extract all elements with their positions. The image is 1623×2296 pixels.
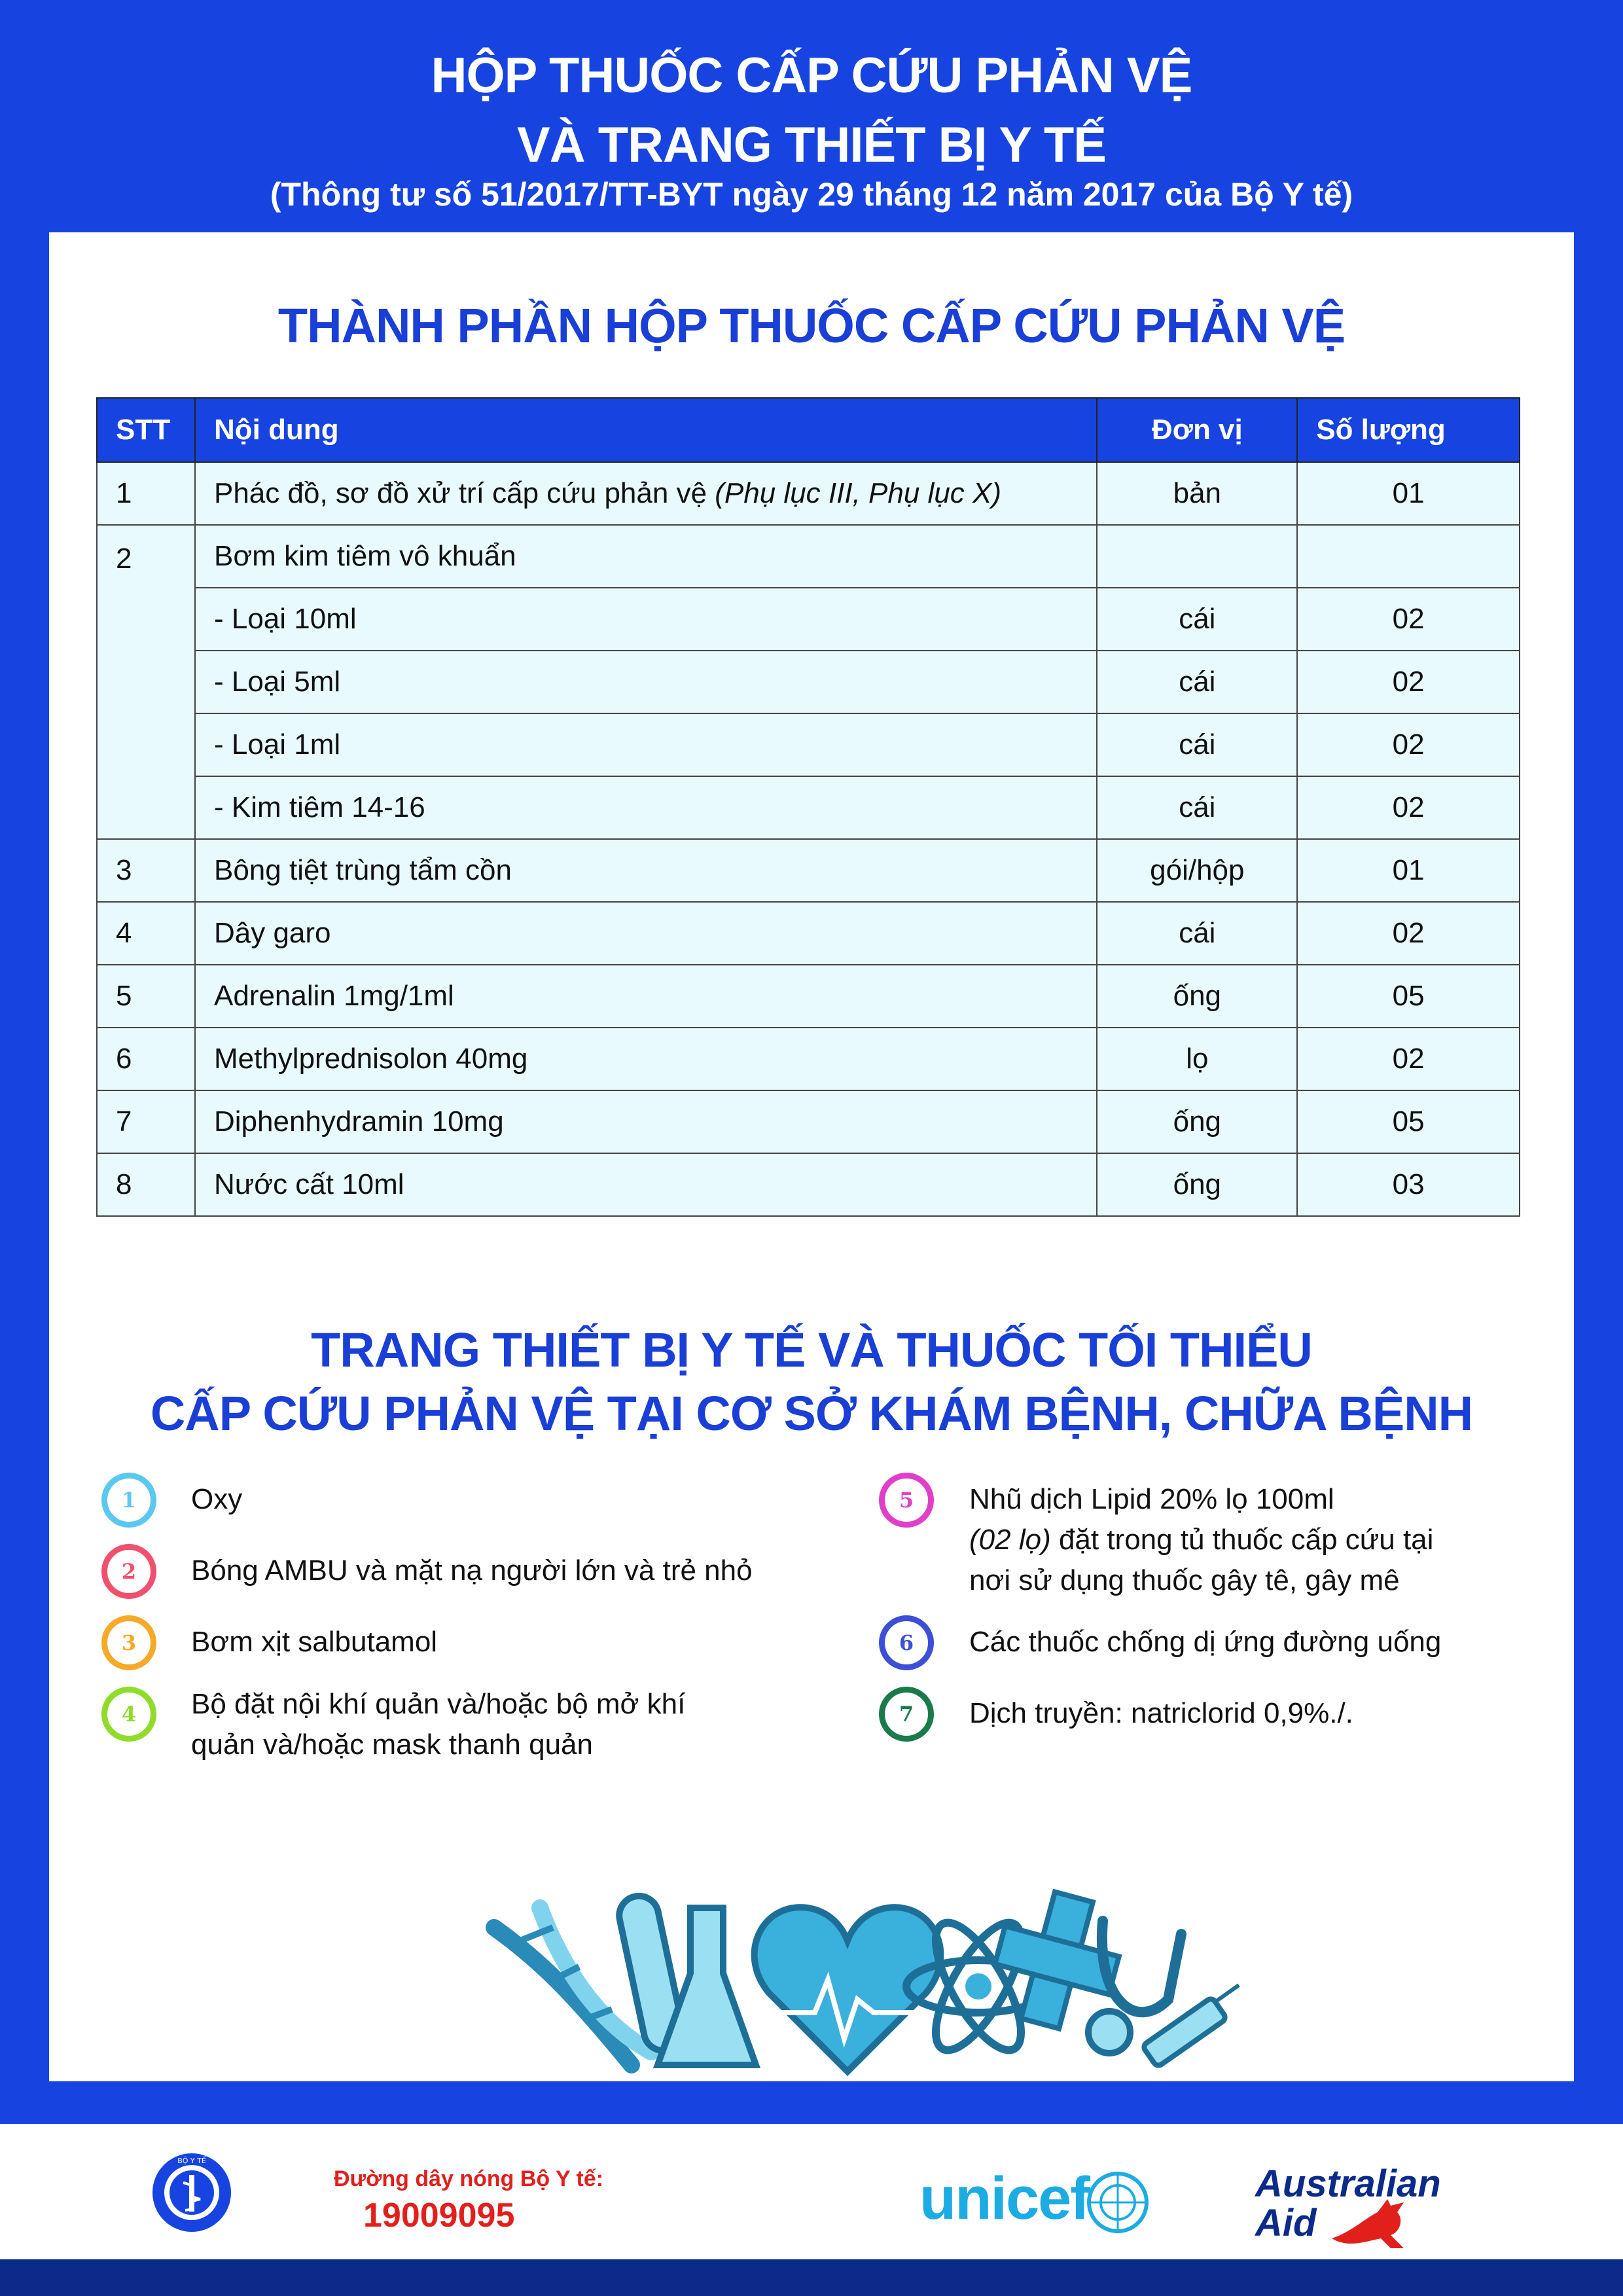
cell-content: Methylprednisolon 40mg	[195, 1028, 1097, 1090]
equipment-item-salbutamol: Bơm xịt salbutamol	[191, 1626, 438, 1658]
equipment-item-intubation-line2: quản và/hoặc mask thanh quản	[191, 1729, 594, 1761]
content-panel	[49, 232, 1574, 2081]
table-row	[97, 713, 1520, 776]
table-row	[97, 462, 1520, 525]
col-header-qty: Số lượng	[1297, 398, 1520, 462]
equipment-item-intubation-line1: Bộ đặt nội khí quản và/hoặc bộ mở khí	[191, 1688, 686, 1720]
cell-stt: 5	[97, 965, 195, 1028]
australian-aid-line2: Aid	[1255, 2202, 1317, 2244]
table-row	[97, 525, 1520, 588]
cell-content: Dây garo	[195, 902, 1097, 965]
equipment-item-lipid-qty: (02 lọ)	[969, 1524, 1051, 1556]
unicef-logo-text: unicef	[919, 2165, 1089, 2232]
table-row	[97, 1028, 1520, 1090]
cell-content: - Kim tiêm 14-16	[195, 776, 1097, 839]
number-badge-2: 2	[101, 1544, 156, 1599]
table-row	[97, 965, 1520, 1028]
hotline-label: Đường dây nóng Bộ Y tế:	[334, 2166, 604, 2191]
kit-table	[96, 397, 1520, 1217]
cell-content: - Loại 10ml	[195, 588, 1097, 651]
ministry-of-health-logo	[149, 2150, 234, 2235]
col-header-unit: Đơn vị	[1097, 398, 1297, 462]
cell-content: - Loại 1ml	[195, 713, 1097, 776]
cell-stt: 8	[97, 1153, 195, 1216]
cell-content-text: Phác đồ, sơ đồ xử trí cấp cứu phản vệ	[213, 477, 715, 509]
col-header-content: Nội dung	[195, 398, 1097, 462]
equipment-item-lipid-line2-text: đặt trong tủ thuốc cấp cứu tại	[1050, 1524, 1434, 1556]
australian-aid-line1: Australian	[1255, 2162, 1441, 2205]
cell-qty: 01	[1297, 462, 1520, 525]
number-badge-1: 1	[101, 1473, 156, 1528]
cell-unit: cái	[1097, 651, 1297, 713]
table-row	[97, 902, 1520, 965]
cell-stt: 4	[97, 902, 195, 965]
syringe-icon	[1142, 1985, 1239, 2068]
equipment-item-lipid-line2	[969, 1520, 1433, 1560]
cell-content: Adrenalin 1mg/1ml	[195, 965, 1097, 1028]
cell-unit: cái	[1097, 588, 1297, 651]
cell-unit: ống	[1097, 965, 1297, 1028]
kit-table-header	[97, 398, 1520, 462]
ministry-logo-text: BỘ Y TẾ	[177, 2157, 206, 2165]
cell-qty: 05	[1297, 965, 1520, 1028]
cell-qty: 02	[1297, 588, 1520, 651]
kangaroo-icon	[1325, 2193, 1417, 2251]
equipment-title-line2: CẤP CỨU PHẢN VỆ TẠI CƠ SỞ KHÁM BỆNH, CHỮA BỆNH	[150, 1386, 1473, 1441]
unicef-emblem-icon	[1085, 2170, 1150, 2235]
table-row	[97, 839, 1520, 902]
cell-stt: 6	[97, 1028, 195, 1090]
equipment-item-oxy: Oxy	[191, 1483, 243, 1515]
number-badge-7: 7	[879, 1687, 934, 1742]
cell-qty: 02	[1297, 1028, 1520, 1090]
table-row	[97, 776, 1520, 839]
cell-qty: 02	[1297, 902, 1520, 965]
cell-content: Bông tiệt trùng tẩm cồn	[195, 839, 1097, 902]
cell-unit: cái	[1097, 776, 1297, 839]
cell-content: Nước cất 10ml	[195, 1153, 1097, 1216]
cell-qty: 02	[1297, 651, 1520, 713]
cell-qty: 03	[1297, 1153, 1520, 1216]
hotline-number: 19009095	[363, 2197, 515, 2234]
table-row	[97, 588, 1520, 651]
cell-unit: bản	[1097, 462, 1297, 525]
kit-section-title: THÀNH PHẦN HỘP THUỐC CẤP CỨU PHẢN VỆ	[277, 298, 1346, 353]
table-row	[97, 1153, 1520, 1216]
footer	[0, 2124, 1623, 2259]
cell-unit: ống	[1097, 1090, 1297, 1153]
main-title-line1: HỘP THUỐC CẤP CỨU PHẢN VỆ	[431, 48, 1192, 103]
cell-qty	[1297, 525, 1520, 588]
equipment-item-lipid	[969, 1479, 1433, 1601]
cell-unit	[1097, 525, 1297, 588]
equipment-item-antiallergy: Các thuốc chống dị ứng đường uống	[969, 1626, 1442, 1658]
cell-unit: ống	[1097, 1153, 1297, 1216]
medical-icons-illustration	[481, 1882, 1240, 2078]
cell-qty: 02	[1297, 713, 1520, 776]
cell-content: Diphenhydramin 10mg	[195, 1090, 1097, 1153]
cell-stt: 7	[97, 1090, 195, 1153]
equipment-item-ambu: Bóng AMBU và mặt nạ người lớn và trẻ nhỏ	[191, 1554, 753, 1587]
main-subtitle: (Thông tư số 51/2017/TT-BYT ngày 29 tháng 12 năm 2017 của Bộ Y tế)	[270, 176, 1353, 213]
cell-qty: 05	[1297, 1090, 1520, 1153]
number-badge-4: 4	[101, 1687, 156, 1742]
cell-content	[195, 462, 1097, 525]
number-badge-3: 3	[101, 1615, 156, 1670]
col-header-stt: STT	[97, 398, 195, 462]
number-badge-5: 5	[879, 1473, 934, 1528]
cell-unit: gói/hộp	[1097, 839, 1297, 902]
cell-unit: lọ	[1097, 1028, 1297, 1090]
header	[0, 0, 1623, 232]
bottom-bar	[0, 2259, 1623, 2296]
cell-content: - Loại 5ml	[195, 651, 1097, 713]
cell-stt: 1	[97, 462, 195, 525]
table-row	[97, 651, 1520, 713]
table-row	[97, 1090, 1520, 1153]
cell-content-italic: (Phụ lục III, Phụ lục X)	[715, 477, 1002, 509]
main-title-line2: VÀ TRANG THIẾT BỊ Y TẾ	[517, 117, 1106, 173]
number-badge-6: 6	[879, 1615, 934, 1670]
cell-unit: cái	[1097, 902, 1297, 965]
cell-unit: cái	[1097, 713, 1297, 776]
equipment-item-intubation	[191, 1684, 685, 1765]
cell-qty: 01	[1297, 839, 1520, 902]
cell-stt: 2	[97, 525, 195, 839]
equipment-title-line1: TRANG THIẾT BỊ Y TẾ VÀ THUỐC TỐI THIỂU	[311, 1323, 1312, 1377]
equipment-item-lipid-line3: nơi sử dụng thuốc gây tê, gây mê	[969, 1564, 1400, 1596]
equipment-item-lipid-line1: Nhũ dịch Lipid 20% lọ 100ml	[969, 1483, 1334, 1515]
cell-qty: 02	[1297, 776, 1520, 839]
cell-stt: 3	[97, 839, 195, 902]
heart-icon	[755, 1907, 941, 2072]
equipment-item-saline: Dịch truyền: natriclorid 0,9%./.	[969, 1697, 1353, 1729]
cell-content: Bơm kim tiêm vô khuẩn	[195, 525, 1097, 588]
